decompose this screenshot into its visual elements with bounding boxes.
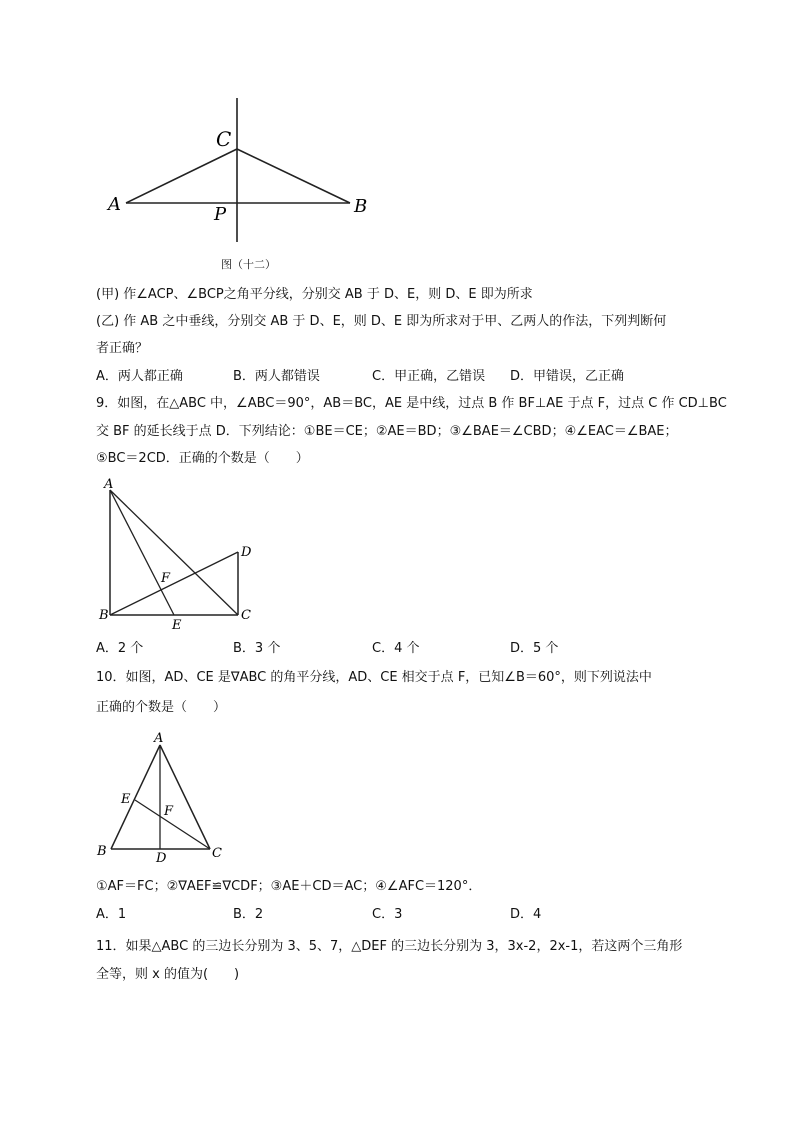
q10-statements: ①AF＝FC；②∇AEF≌∇CDF；③AE＋CD＝AC；④∠AFC＝120°． xyxy=(96,879,482,894)
q8-jia: (甲) 作∠ACP、∠BCP之角平分线，分别交 AB 于 D、E，则 D、E 即为所求 xyxy=(96,287,533,302)
q10-segment-ab xyxy=(111,745,160,849)
q8-option-d: D．甲错误，乙正确 xyxy=(510,369,625,384)
q9-label-b: B xyxy=(99,608,109,623)
q9-option-a: A．2 个 xyxy=(96,641,144,656)
q10-label-d: D xyxy=(156,851,167,866)
q9-segment-ae xyxy=(110,490,174,615)
q10-label-f: F xyxy=(164,804,174,819)
q10-label-b: B xyxy=(97,844,107,859)
q10-option-a: A．1 xyxy=(96,907,127,922)
q9-line2: 交 BF 的延长线于点 D．下列结论：①BE＝CE；②AE＝BD；③∠BAE＝∠CBD；④∠EAC＝∠BAE； xyxy=(96,424,678,439)
q9-label-c: C xyxy=(241,608,251,623)
q9-option-d: D．5 个 xyxy=(510,641,559,656)
fig12-label-c: C xyxy=(216,127,232,151)
q8-option-a: A．两人都正确 xyxy=(96,369,183,384)
q11-line1: 11．如果△ABC 的三边长分别为 3、5、7，△DEF 的三边长分别为 3，3x-2，2x-1，若这两个三角形 xyxy=(96,939,683,954)
q11-line2: 全等，则 x 的值为( ) xyxy=(96,967,240,982)
q8-yi-line2: 者正确？ xyxy=(96,341,149,356)
fig12-label-b: B xyxy=(354,196,368,217)
q10-line1: 10．如图，AD、CE 是∇ABC 的角平分线，AD、CE 相交于点 F，已知∠B＝60°，则下列说法中 xyxy=(96,670,652,685)
q9-label-a: A xyxy=(104,477,114,492)
q10-option-d: D．4 xyxy=(510,907,542,922)
segment-cb xyxy=(237,149,350,203)
q10-option-b: B．2 xyxy=(233,907,264,922)
q10-label-e: E xyxy=(121,792,131,807)
q10-line2: 正确的个数是（ ） xyxy=(96,700,227,715)
segment-ac xyxy=(126,149,237,203)
q10-option-c: C．3 xyxy=(372,907,403,922)
q9-segment-ac xyxy=(110,490,238,615)
q9-label-e: E xyxy=(172,618,182,633)
q10-label-c: C xyxy=(212,846,222,861)
q9-option-c: C．4 个 xyxy=(372,641,420,656)
figure-q9 xyxy=(95,476,260,636)
q9-line3: ⑤BC＝2CD．正确的个数是（ ） xyxy=(96,451,309,466)
q9-option-b: B．3 个 xyxy=(233,641,281,656)
q10-label-a: A xyxy=(154,731,164,746)
q9-line1: 9．如图，在△ABC 中，∠ABC＝90°，AB＝BC，AE 是中线，过点 B 作 BF⊥AE 于点 F，过点 C 作 CD⊥BC xyxy=(96,396,727,411)
q8-option-b: B．两人都错误 xyxy=(233,369,320,384)
q9-segment-bd xyxy=(110,552,238,615)
fig12-label-p: P xyxy=(214,204,227,225)
q8-yi-line1: (乙) 作 AB 之中垂线，分别交 AB 于 D、E，则 D、E 即为所求对于甲、乙两人的作法，下列判断何 xyxy=(96,314,667,329)
q9-label-f: F xyxy=(161,571,171,586)
figure-12 xyxy=(100,92,390,252)
fig12-label-a: A xyxy=(108,194,121,215)
q8-option-c: C．甲正确，乙错误 xyxy=(372,369,486,384)
figure-q10 xyxy=(93,728,233,868)
figure-12-caption: 图（十二） xyxy=(221,258,276,271)
q9-label-d: D xyxy=(241,545,252,560)
